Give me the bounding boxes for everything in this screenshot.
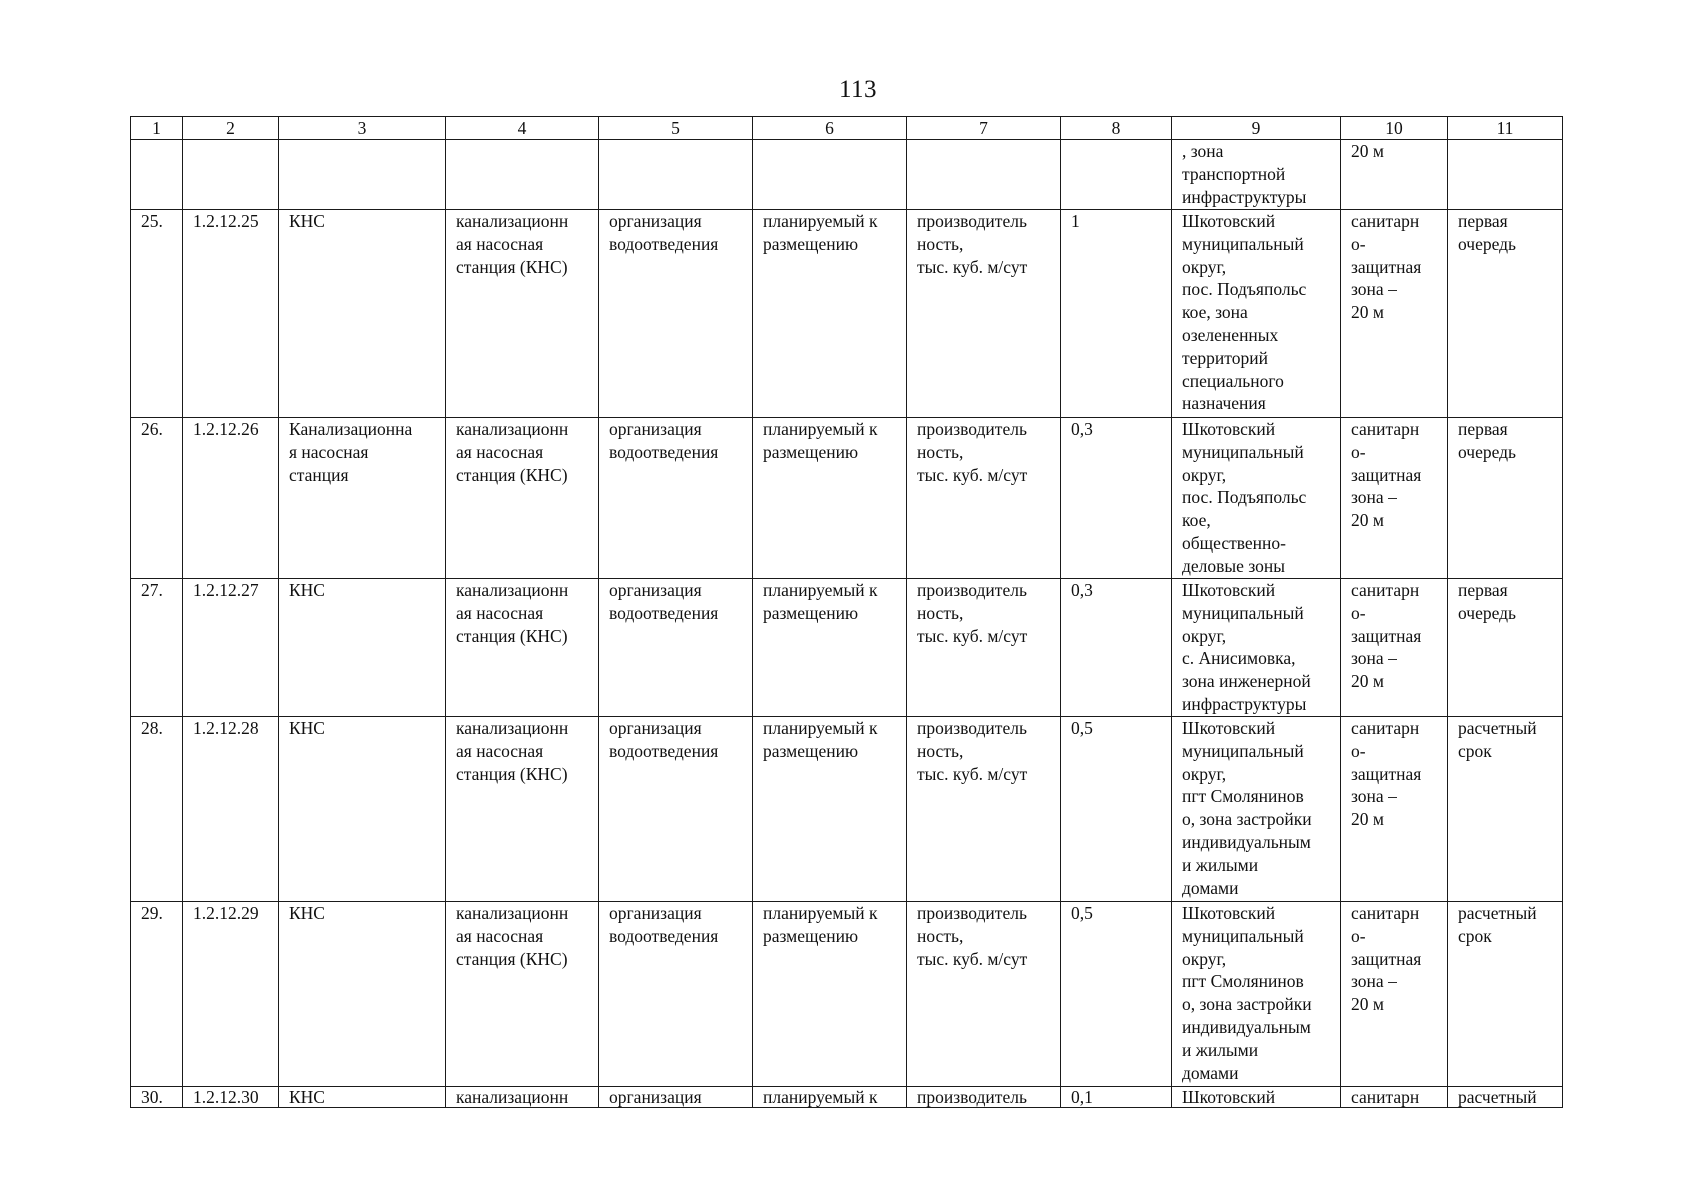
object-name-cell: КНС [279,210,446,418]
table-row [131,140,1563,210]
stage-cell: расчетный срок [1448,717,1563,902]
object-type-cell: канализационн ая насосная станция (КНС) [446,902,599,1087]
stage-cell: расчетный [1448,1087,1563,1108]
location-cell: Шкотовский муниципальный округ, с. Анисимовка, зона инженерной инфраструктуры [1172,579,1341,717]
column-number: 7 [907,117,1061,140]
object-type-cell: канализационн ая насосная станция (КНС) [446,579,599,717]
object-type-cell: канализационн [446,1087,599,1108]
row-number-cell: 29. [131,902,183,1087]
stage-cell: расчетный срок [1448,902,1563,1087]
object-type-cell [446,140,599,210]
characteristic-cell: производитель ность, тыс. куб. м/сут [907,418,1061,579]
code-cell [183,140,279,210]
page-number: 113 [838,76,878,103]
column-number: 1 [131,117,183,140]
object-name-cell: КНС [279,902,446,1087]
table-row [131,418,1563,579]
column-number: 9 [1172,117,1341,140]
code-cell: 1.2.12.28 [183,717,279,902]
object-name-cell: КНС [279,579,446,717]
value-cell: 0,5 [1061,717,1172,902]
row-number-cell [131,140,183,210]
status-cell [753,140,907,210]
column-number: 6 [753,117,907,140]
code-cell: 1.2.12.30 [183,1087,279,1108]
zone-cell: 20 м [1341,140,1448,210]
purpose-cell: организация водоотведения [599,579,753,717]
zone-cell: санитарн о- защитная зона – 20 м [1341,418,1448,579]
purpose-cell: организация [599,1087,753,1108]
object-name-cell: КНС [279,1087,446,1108]
purpose-cell: организация водоотведения [599,418,753,579]
row-number-cell: 28. [131,717,183,902]
characteristic-cell: производитель ность, тыс. куб. м/сут [907,210,1061,418]
object-type-cell: канализационн ая насосная станция (КНС) [446,210,599,418]
stage-cell: первая очередь [1448,418,1563,579]
table-row [131,1087,1563,1108]
row-number-cell: 26. [131,418,183,579]
characteristic-cell: производитель ность, тыс. куб. м/сут [907,902,1061,1087]
characteristic-cell: производитель [907,1087,1061,1108]
status-cell: планируемый к [753,1087,907,1108]
value-cell: 0,5 [1061,902,1172,1087]
status-cell: планируемый к размещению [753,418,907,579]
column-number: 5 [599,117,753,140]
document-table [130,116,1563,1108]
location-cell: , зона транспортной инфраструктуры [1172,140,1341,210]
location-cell: Шкотовский муниципальный округ, пгт Смолянинов о, зона застройки индивидуальным и жилыми домами [1172,902,1341,1087]
table-row [131,579,1563,717]
zone-cell: санитарн о- защитная зона – 20 м [1341,717,1448,902]
characteristic-cell [907,140,1061,210]
location-cell: Шкотовский муниципальный округ, пгт Смолянинов о, зона застройки индивидуальным и жилыми домами [1172,717,1341,902]
row-number-cell: 30. [131,1087,183,1108]
value-cell: 0,3 [1061,418,1172,579]
row-number-cell: 27. [131,579,183,717]
code-cell: 1.2.12.27 [183,579,279,717]
code-cell: 1.2.12.29 [183,902,279,1087]
characteristic-cell: производитель ность, тыс. куб. м/сут [907,579,1061,717]
location-cell: Шкотовский [1172,1087,1341,1108]
table-row [131,210,1563,418]
object-name-cell: КНС [279,717,446,902]
table-row [131,717,1563,902]
stage-cell [1448,140,1563,210]
row-number-cell: 25. [131,210,183,418]
column-number: 8 [1061,117,1172,140]
zone-cell: санитарн о- защитная зона – 20 м [1341,902,1448,1087]
location-cell: Шкотовский муниципальный округ, пос. Подъяпольс кое, зона озелененных территорий специального назначения [1172,210,1341,418]
value-cell: 0,3 [1061,579,1172,717]
status-cell: планируемый к размещению [753,579,907,717]
zone-cell: санитарн [1341,1087,1448,1108]
purpose-cell [599,140,753,210]
column-number: 2 [183,117,279,140]
object-type-cell: канализационн ая насосная станция (КНС) [446,717,599,902]
column-number-row [131,117,1563,140]
stage-cell: первая очередь [1448,210,1563,418]
zone-cell: санитарн о- защитная зона – 20 м [1341,210,1448,418]
zone-cell: санитарн о- защитная зона – 20 м [1341,579,1448,717]
table-row [131,902,1563,1087]
purpose-cell: организация водоотведения [599,902,753,1087]
status-cell: планируемый к размещению [753,902,907,1087]
column-number: 10 [1341,117,1448,140]
code-cell: 1.2.12.26 [183,418,279,579]
status-cell: планируемый к размещению [753,210,907,418]
value-cell: 0,1 [1061,1087,1172,1108]
code-cell: 1.2.12.25 [183,210,279,418]
value-cell: 1 [1061,210,1172,418]
column-number: 4 [446,117,599,140]
object-name-cell: Канализационна я насосная станция [279,418,446,579]
location-cell: Шкотовский муниципальный округ, пос. Подъяпольс кое, общественно- деловые зоны [1172,418,1341,579]
object-name-cell [279,140,446,210]
characteristic-cell: производитель ность, тыс. куб. м/сут [907,717,1061,902]
value-cell [1061,140,1172,210]
purpose-cell: организация водоотведения [599,210,753,418]
stage-cell: первая очередь [1448,579,1563,717]
purpose-cell: организация водоотведения [599,717,753,902]
column-number: 3 [279,117,446,140]
object-type-cell: канализационн ая насосная станция (КНС) [446,418,599,579]
column-number: 11 [1448,117,1563,140]
status-cell: планируемый к размещению [753,717,907,902]
